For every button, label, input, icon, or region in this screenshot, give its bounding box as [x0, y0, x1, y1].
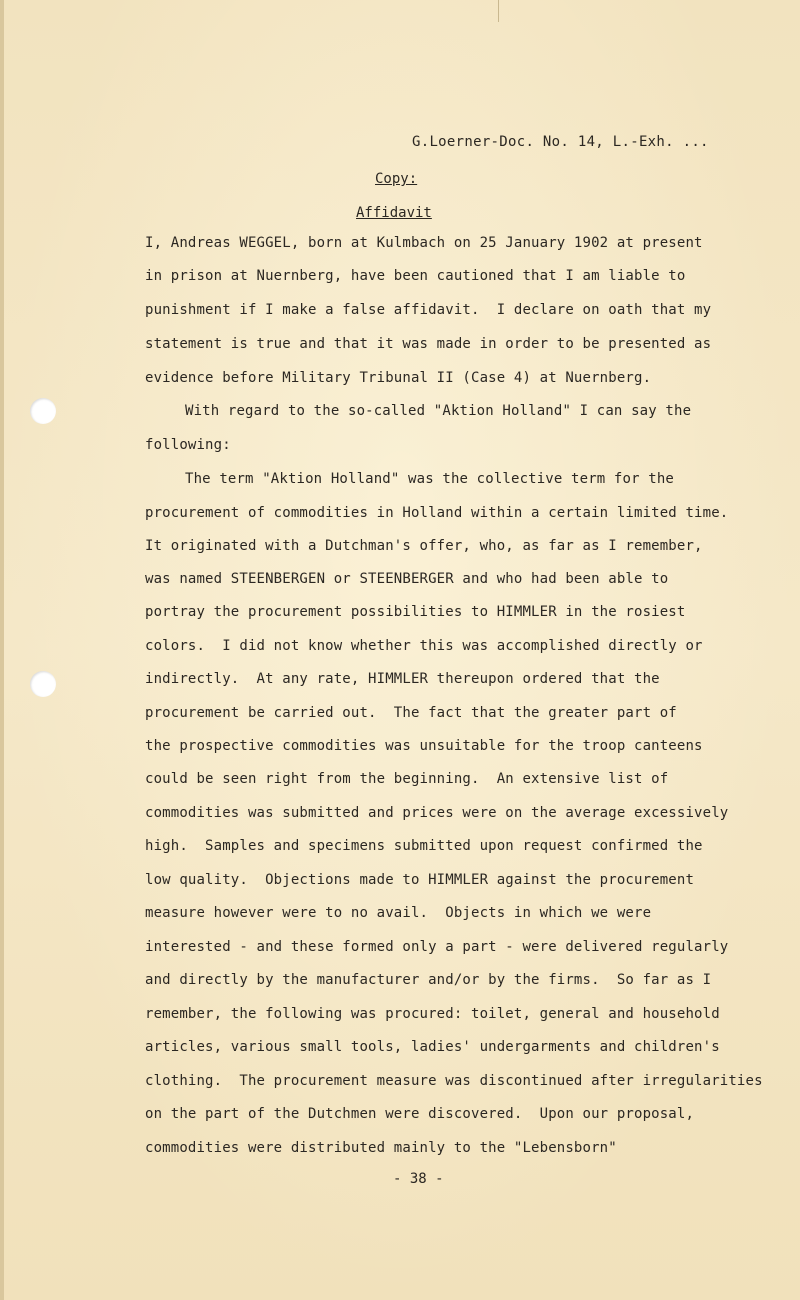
body-line: commodities were distributed mainly to the "Lebensborn" [145, 1140, 617, 1156]
body-line: following: [145, 437, 231, 453]
body-line: commodities was submitted and prices were on the average excessively [145, 805, 729, 821]
body-line: high. Samples and specimens submitted upon request confirmed the [145, 838, 703, 854]
document-reference: G.Loerner-Doc. No. 14, L.-Exh. ... [412, 134, 709, 150]
body-line: the prospective commodities was unsuitable for the troop canteens [145, 738, 703, 754]
body-line: was named STEENBERGEN or STEENBERGER and who had been able to [145, 571, 669, 587]
body-line: low quality. Objections made to HIMMLER against the procurement [145, 872, 695, 888]
body-line: procurement be carried out. The fact that the greater part of [145, 705, 677, 721]
body-line: portray the procurement possibilities to HIMMLER in the rosiest [145, 604, 686, 620]
body-line: procurement of commodities in Holland within a certain limited time. [145, 505, 729, 521]
body-line: articles, various small tools, ladies' undergarments and children's [145, 1039, 720, 1055]
body-line: With regard to the so-called "Aktion Holland" I can say the [185, 403, 692, 419]
punch-hole-bottom [30, 671, 56, 697]
body-line: punishment if I make a false affidavit. I declare on oath that my [145, 302, 712, 318]
page-number: - 38 - [393, 1171, 444, 1187]
body-line: clothing. The procurement measure was discontinued after irregularities [145, 1073, 763, 1089]
body-line: evidence before Military Tribunal II (Case 4) at Nuernberg. [145, 370, 652, 386]
body-line: I, Andreas WEGGEL, born at Kulmbach on 25 January 1902 at present [145, 235, 703, 251]
body-line: It originated with a Dutchman's offer, who, as far as I remember, [145, 538, 703, 554]
body-line: could be seen right from the beginning. An extensive list of [145, 771, 669, 787]
body-line: measure however were to no avail. Objects in which we were [145, 905, 652, 921]
fold-mark [498, 0, 499, 22]
affidavit-title: Affidavit [356, 205, 432, 221]
body-line: statement is true and that it was made in order to be presented as [145, 336, 712, 352]
punch-hole-top [30, 398, 56, 424]
body-line: remember, the following was procured: toilet, general and household [145, 1006, 720, 1022]
page-edge [0, 0, 4, 1300]
body-line: in prison at Nuernberg, have been cautioned that I am liable to [145, 268, 686, 284]
body-line: interested - and these formed only a part - were delivered regularly [145, 939, 729, 955]
body-line: on the part of the Dutchmen were discovered. Upon our proposal, [145, 1106, 695, 1122]
body-line: colors. I did not know whether this was accomplished directly or [145, 638, 703, 654]
body-line: indirectly. At any rate, HIMMLER thereupon ordered that the [145, 671, 660, 687]
copy-label: Copy: [375, 171, 418, 187]
body-line: The term "Aktion Holland" was the collective term for the [185, 471, 674, 487]
body-line: and directly by the manufacturer and/or by the firms. So far as I [145, 972, 712, 988]
